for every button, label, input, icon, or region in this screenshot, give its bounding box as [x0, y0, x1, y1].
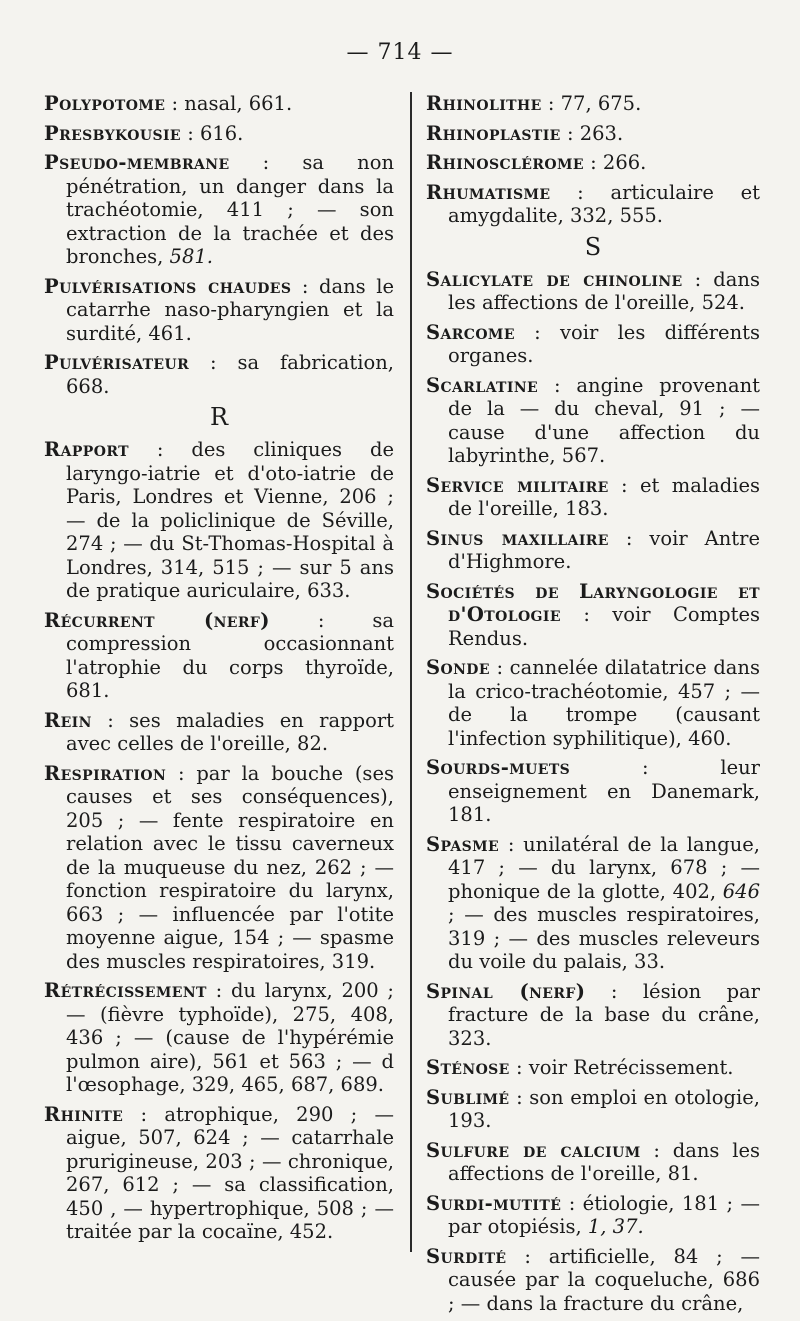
entry-italic-ref: 581. [169, 245, 213, 268]
index-entry [426, 181, 760, 228]
index-entry [426, 268, 760, 315]
entry-text: : 77, 675. [541, 92, 642, 115]
index-entry [426, 980, 760, 1051]
entry-text: : voir Retrécissement. [509, 1056, 734, 1079]
index-entry [426, 833, 760, 974]
index-entry [426, 580, 760, 651]
entry-text: : unilatéral de la langue, 417 ; — du larynx, 678 ; — phonique de la glotte, 402, [448, 832, 760, 903]
left-column [44, 92, 394, 1250]
index-entry [44, 1103, 394, 1244]
index-entry [426, 92, 760, 116]
entry-heading: Sourds-muets [426, 756, 571, 779]
entry-text: : nasal, 661. [165, 92, 293, 115]
entry-text: : cannelée dilatatrice dans la crico-trachéotomie, 457 ; — de la trompe (causant l'infection syphilitique), 460. [448, 656, 760, 750]
entry-heading: Surdi-mutité [426, 1191, 562, 1215]
entry-italic-ref: 646 [722, 879, 760, 903]
entry-text: : leur enseignement en Danemark, 181. [448, 756, 760, 826]
entry-heading: Sulfure de calcium [426, 1138, 641, 1162]
index-entry [44, 151, 394, 269]
entry-heading: Pulvérisateur [44, 351, 190, 374]
entry-heading: Scarlatine [426, 373, 539, 397]
entry-heading: Sarcome [426, 320, 515, 344]
index-entry [426, 1139, 760, 1186]
entry-text: : 263. [560, 121, 624, 145]
index-entry [426, 374, 760, 468]
index-entry [426, 756, 760, 827]
entry-text: : du larynx, 200 ; — (fièvre typhoïde), 275, 408, 436 ; — (cause de l'hypérémie pulmon aire), 561 et 563 ; — d l'œsophage, 329, 465, 687, 689. [66, 979, 394, 1096]
index-entry [426, 1245, 760, 1316]
index-entry [44, 979, 394, 1097]
entry-heading: Service militaire [426, 473, 609, 497]
entry-text: : artificielle, 84 ; — causée par la coqueluche, 686 ; — dans la fracture du crâne, [448, 1244, 760, 1315]
entry-text: : dans les affections de l'oreille, 524. [448, 267, 760, 314]
index-entry [426, 474, 760, 521]
entry-text: : ses maladies en rapport avec celles de l'oreille, 82. [66, 708, 394, 755]
entry-heading: Spinal (nerf) [426, 979, 586, 1003]
index-entry [44, 762, 394, 974]
index-entry [426, 527, 760, 574]
entry-text: : son emploi en otologie, 193. [448, 1085, 760, 1132]
index-entry [426, 656, 760, 750]
index-entry [44, 609, 394, 703]
entry-heading: Presbykousie [44, 121, 181, 145]
entry-text: : dans le catarrhe naso-pharyngien et la surdité, 461. [66, 274, 394, 345]
entry-heading: Sonde [426, 656, 490, 679]
index-entry [426, 321, 760, 368]
entry-heading: Rhinolithe [426, 92, 542, 115]
entry-heading: Rein [44, 708, 92, 732]
section-letter: R [209, 403, 229, 431]
entry-heading: Rhinite [44, 1102, 124, 1126]
entry-text: : sa compression occasionnant l'atrophie du corps thyroïde, 681. [66, 608, 394, 702]
index-entry [426, 1056, 760, 1080]
entry-heading: Sinus maxillaire [426, 526, 609, 550]
index-entry [44, 92, 394, 116]
entry-heading: Rhinosclérome [426, 151, 584, 174]
entry-text: : par la bouche (ses causes et ses conséquences), 205 ; — fente respiratoire en relation avec le tissu caverneux de la muqueuse du nez, 262 ; — fonction respiratoire du larynx, 663 ; — influencée par l'otite moyenne aigue, 154 ; — spasme des muscles respiratoires, 319. [66, 761, 394, 973]
entry-heading: Sociétés de Laryngologie et d'Otologie [426, 579, 760, 626]
index-entry [44, 275, 394, 346]
entry-heading: Rétrécissement [44, 979, 207, 1002]
entry-heading: Polypotome [44, 92, 166, 115]
index-entry [44, 438, 394, 603]
index-entry [44, 709, 394, 756]
entry-text: : lésion par fracture de la base du crâne, 323. [448, 979, 760, 1050]
entry-heading: Salicylate de chinoline [426, 267, 683, 291]
entry-heading: Sténose [426, 1056, 510, 1079]
entry-heading: Rapport [44, 438, 129, 461]
section-letter: S [584, 232, 602, 261]
entry-italic-ref: 1, 37. [587, 1215, 644, 1238]
entry-text: : atrophique, 290 ; — aigue, 507, 624 ; — catarrhale prurigineuse, 203 ; — chronique, 267, 612 ; — sa classification, 450 , — hypertrophique, 508 ; — traitée par la cocaïne, 452. [66, 1102, 394, 1243]
index-entry [426, 1086, 760, 1133]
entry-text: : articulaire et amygdalite, 332, 555. [448, 180, 760, 227]
entry-text: : étiologie, 181 ; — par otopiésis, [448, 1191, 760, 1238]
entry-text: : voir les différents organes. [448, 320, 760, 367]
entry-text: : 616. [181, 121, 244, 145]
entry-text-tail: ; — des muscles respiratoires, 319 ; — des muscles releveurs du voile du palais, 33. [448, 903, 760, 973]
entry-text: : dans les affections de l'oreille, 81. [448, 1138, 760, 1185]
entry-heading: Sublimé [426, 1085, 510, 1109]
entry-text: : sa non pénétration, un danger dans la trachéotomie, 411 ; — son extraction de la trachée et des bronches, [66, 151, 394, 268]
index-entry [426, 151, 760, 175]
index-entry [44, 351, 394, 398]
entry-heading: Respiration [44, 761, 167, 785]
entry-heading: Pulvérisations chaudes [44, 274, 292, 298]
entry-heading: Surdité [426, 1244, 507, 1268]
index-entry [426, 122, 760, 146]
column-divider [410, 92, 412, 1252]
entry-text: : des cliniques de laryngo-iatrie et d'oto-iatrie de Paris, Londres et Vienne, 206 ; — de la policlinique de Séville, 274 ; — du St-Thomas-Hospital à Londres, 314, 515 ; — sur 5 ans de pratique auriculaire, 633. [66, 438, 394, 602]
entry-heading: Pseudo-membrane [44, 151, 230, 174]
page-number: — 714 — [346, 40, 454, 65]
entry-text: : 266. [583, 151, 647, 174]
entry-heading: Spasme [426, 832, 500, 856]
entry-text: : voir Comptes Rendus. [448, 603, 760, 650]
entry-heading: Récurrent (nerf) [44, 608, 270, 632]
entry-text: : sa fabrication, 668. [66, 351, 394, 398]
entry-text: : et maladies de l'oreille, 183. [448, 473, 760, 520]
index-entry [44, 122, 394, 146]
entry-text: : voir Antre d'Highmore. [448, 526, 760, 573]
entry-heading: Rhumatisme [426, 180, 551, 204]
right-column [426, 92, 760, 1321]
entry-text: : angine provenant de la — du cheval, 91 ; — cause d'une affection du labyrinthe, 567. [448, 373, 760, 467]
entry-heading: Rhinoplastie [426, 121, 561, 145]
index-entry [426, 1192, 760, 1239]
